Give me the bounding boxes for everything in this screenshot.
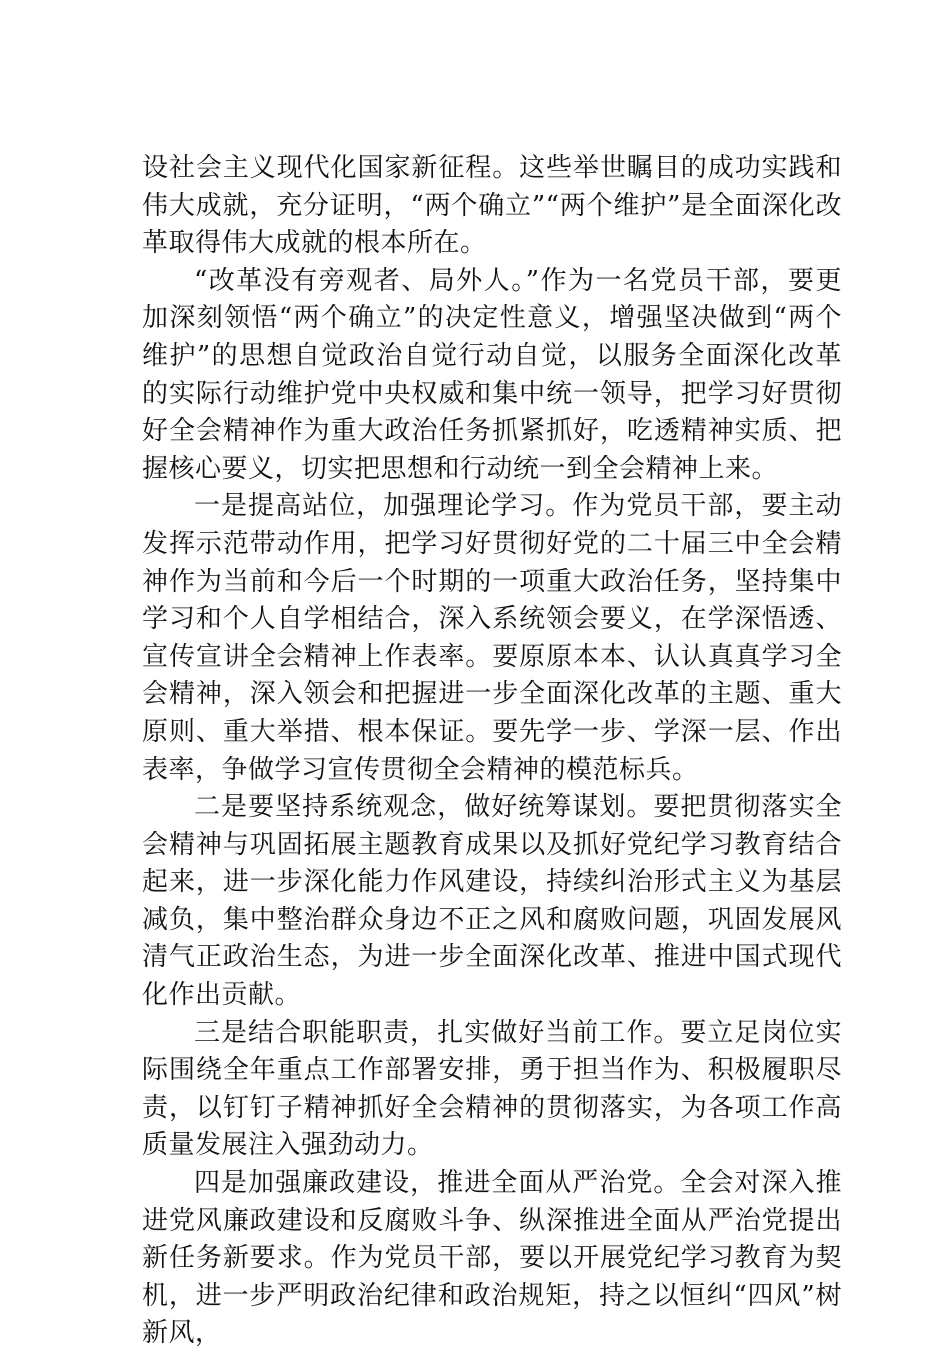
paragraph-6: 四是加强廉政建设，推进全面从严治党。全会对深入推进党风廉政建设和反腐败斗争、纵深推进全面从严治党提出新任务新要求。作为党员干部，要以开展党纪学习教育为契机，进一步严明政治纪律和政治规矩，持之以恒纠“四风”树新风， — [142, 1168, 842, 1349]
paragraph-3: 一是提高站位，加强理论学习。作为党员干部，要主动发挥示范带动作用，把学习好贯彻好党的二十届三中全会精神作为当前和今后一个时期的一项重大政治任务，坚持集中学习和个人自学相结合，深入系统领会要义，在学深悟透、宣传宣讲全会精神上作表率。要原原本本、认认真真学习全会精神，深入领会和把握进一步全面深化改革的主题、重大原则、重大举措、根本保证。要先学一步、学深一层、作出表率，争做学习宣传贯彻全会精神的模范标兵。 — [142, 491, 842, 785]
paragraph-4: 二是要坚持系统观念，做好统筹谋划。要把贯彻落实全会精神与巩固拓展主题教育成果以及抓好党纪学习教育结合起来，进一步深化能力作风建设，持续纠治形式主义为基层减负，集中整治群众身边不正之风和腐败问题，巩固发展风清气正政治生态，为进一步全面深化改革、推进中国式现代化作出贡献。 — [142, 792, 842, 1011]
paragraph-2: “改革没有旁观者、局外人。”作为一名党员干部，要更加深刻领悟“两个确立”的决定性意义，增强坚决做到“两个维护”的思想自觉政治自觉行动自觉，以服务全面深化改革的实际行动维护党中央权威和集中统一领导，把学习好贯彻好全会精神作为重大政治任务抓紧抓好，吃透精神实质、把握核心要义，切实把思想和行动统一到全会精神上来。 — [142, 265, 842, 484]
paragraph-5: 三是结合职能职责，扎实做好当前工作。要立足岗位实际围绕全年重点工作部署安排，勇于担当作为、积极履职尽责，以钉钉子精神抓好全会精神的贯彻落实，为各项工作高质量发展注入强劲动力。 — [142, 1017, 842, 1161]
paragraph-1: 设社会主义现代化国家新征程。这些举世瞩目的成功实践和伟大成就，充分证明，“两个确立”“两个维护”是全面深化改革取得伟大成就的根本所在。 — [142, 153, 842, 259]
document-body — [142, 150, 842, 1353]
